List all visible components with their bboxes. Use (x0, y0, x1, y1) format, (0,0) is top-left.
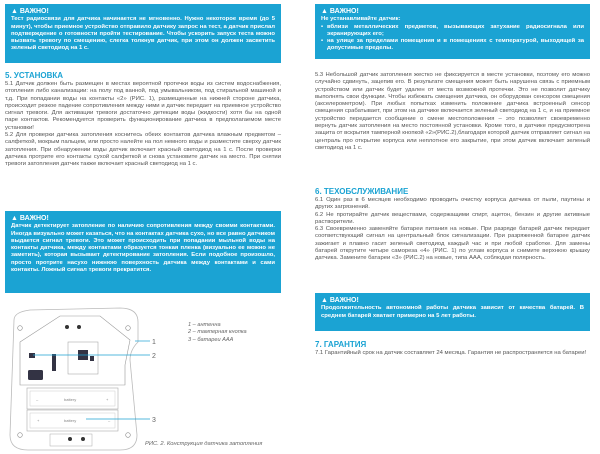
battery-label: battery (64, 418, 77, 423)
figure-legend (188, 322, 247, 344)
paragraph-5-2: 5.2 Для проверки датчика затопления коснитесь обеих контактов датчика влажным предметом – салфеткой, мокрым пальцем, или просто налейте на пол немного воды и разместите сверху датчик затопления. При обнаружении воды датчик включает красный светодиод на 1 с. После проверки датчика протрите его контакты сухой салфеткой и снова установите датчик на место. При снятии тревоги затопления датчик также включает красный светодиод на 1 с. (5, 132, 281, 168)
legend-item: 1 – антенна (188, 322, 221, 328)
list-item: • на улице за пределами помещения и в помещениях с температурой, выходящей за допустимые пределы. (327, 38, 584, 53)
battery-minus: – (36, 397, 39, 402)
important-text: Датчик детектирует затопление по наличию сопротивления между своими контактами. Иногда визуально может казаться, что на контактах датчика сухо, но все равно датчиком выдается сигнал тревоги. Это может происходить при попадании мыльной воды на контакты датчика, между контактами образуется тонкая пленка (визуально ее можно не заметить), которая вызывает детектирование затопления. Если подобное произошло, просто протрите насухо нижнюю поверхность датчика между контактами и сами контакты. Ложный сигнал тревоги прекратится. (11, 223, 275, 274)
callout-1: 1 (152, 339, 156, 346)
section-heading: 5. УСТАНОВКА (5, 71, 64, 80)
sensor-diagram (0, 300, 180, 454)
important-box-false-alarm (5, 211, 281, 293)
paragraph-5-3: 5.3 Небольшой датчик затопления жестко не фиксируется в месте установки, поэтому его можно случайно сдвинуть, зацепив его. В результате смещения может быть нарушена связь с приемным устройством или датчик будет удален от места возможной протечки. Это не позволит датчику выполнять свои функции. Чтобы избежать смещения датчика, он оборудован сенсором смещения (акселерометром). При любых попытках изменить положение датчика встроенный сенсор смещения срабатывает, при этом на датчике включается зеленый светодиод на 1 с, и на приемное устройство передается сообщение о смене местоположения – это позволяет своевременно вернуть датчик затопления на место постоянной установки. Кроме того, в датчике предусмотрена защита от вскрытия тамперной кнопкой «2»(РИС.2),благодаря которой датчик отправляет сигнал на централь про открытие корпуса или неплотное его закрытие, при этом датчик включает зеленый светодиод на 1 с. (315, 72, 590, 151)
important-intro: Не устанавливайте датчик: (321, 16, 401, 23)
battery-label: battery (64, 397, 77, 402)
section-warranty (315, 340, 590, 357)
section-maintenance (315, 187, 590, 263)
important-title: ▲ ВАЖНО! (321, 297, 359, 304)
paragraph-6-1: 6.1 Один раз в 6 месяцев необходимо проводить очистку корпуса датчика от пыли, паутины и других загрязнений. (315, 197, 590, 211)
important-title: ▲ ВАЖНО! (11, 8, 49, 15)
important-text: Продолжительность автономной работы датчика зависит от качества батарей. В среднем батарей хватает примерно на 5 лет работы. (321, 305, 584, 319)
battery-minus: – (108, 418, 111, 423)
battery-plus: + (106, 397, 109, 402)
legend-item: 3 – батареи ААА (188, 336, 234, 343)
important-box-placement (315, 4, 590, 59)
section-heading: 7. ГАРАНТИЯ (315, 340, 367, 349)
tamper-button (29, 353, 35, 358)
important-text: Тест радиосвязи для датчика начинается не мгновенно. Нужно некоторое время (до 5 минут), чтобы приемное устройство отправило датчику запрос на тест, а датчик прислал подтверждение о готовности пройти тестирование. Чтобы ускорить запуск теста можно вызвать тревогу по смещению, слегка толкнув датчик, при этом он должен засветить зеленый светодиод на 1 с. (11, 16, 275, 52)
section-installation (5, 71, 281, 169)
important-title: ▲ ВАЖНО! (321, 8, 359, 15)
legend-item: 2 – тамперная кнопка (188, 329, 247, 336)
figure-caption: РИС. 2. Конструкция датчика затопления (145, 441, 263, 447)
list-item: • вблизи металлических предметов, вызывающих затухание радиосигнала или экранирующих его; (327, 24, 584, 39)
paragraph-6-3: 6.3 Своевременно заменяйте батареи питания на новые. При разряде батарей датчик передает соответствующий сигнал на центральный блок сигнализации. При разряженной батарее датчик зажигает и плавно гасит зеленый светодиод каждый час и при любой сработке. Для замены батарей открутите четыре самореза «4» (РИС. 1) по углам корпуса и снимите верхнюю крышку датчика. Замените батареи «3» (РИС.2) на новые, типа ААА, соблюдая полярность. (315, 226, 590, 262)
paragraph-5-1: 5.1 Датчик должен быть размещен в местах вероятной протечки воды из систем водоснабжения, отопления либо канализации: на полу под ванной, под умывальником, под стиральной машиной и т.д. При попадании воды на контакты «2» (РИС. 1), размещенные на нижней стороне датчика, происходит резкое падение сопротивления между ними и датчик передает на приемное устройство сигнал тревоги. Для активации тревоги достаточно детекции воды (жидкости) хотя бы на одной паре контактов. Рекомендуется проверить функционирование датчика в предполагаемом месте установки! (5, 81, 281, 131)
section-heading: 6. ТЕХОБСЛУЖИВАНИЕ (315, 187, 409, 196)
paragraph-5-3-block (315, 72, 590, 152)
important-title: ▲ ВАЖНО! (11, 215, 49, 222)
important-box-radio-test (5, 4, 281, 63)
callout-3: 3 (152, 417, 156, 424)
battery-plus: + (37, 418, 40, 423)
callout-2: 2 (152, 353, 156, 360)
important-box-battery (315, 293, 590, 331)
important-list (321, 24, 584, 53)
paragraph-7-1: 7.1 Гарантийный срок на датчик составляет 24 месяца. Гарантия не распространяется на батареи! (315, 350, 587, 356)
paragraph-6-2: 6.2 Не протирайте датчик веществами, содержащими спирт, ацетон, бензин и другие активные растворители. (315, 211, 590, 225)
